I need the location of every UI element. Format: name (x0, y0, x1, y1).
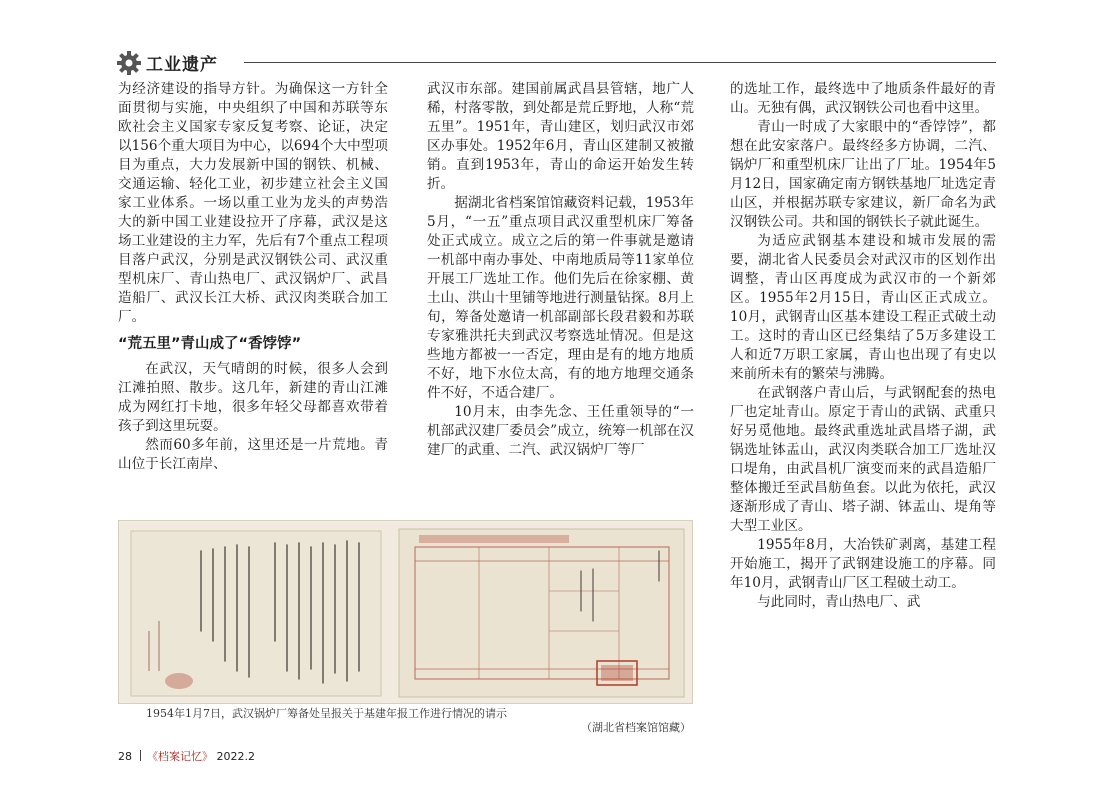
article-column-2 (427, 80, 694, 460)
figure-caption (146, 707, 691, 735)
article-column-1 (118, 80, 388, 474)
archival-document-photo (118, 520, 693, 704)
paragraph: 武汉市东部。建国前属武昌县管辖，地广人稀，村落零散，到处都是荒丘野地，人称“荒五里”。1951年，青山建区，划归武汉市郊区办事处。1952年6月，青山区建制又被撤销。直到1953年，青山的命运开始发生转折。 (427, 81, 694, 192)
page-number: 28 (118, 750, 132, 763)
paragraph: 据湖北省档案馆馆藏资料记载，1953年5月，“一五”重点项目武汉重型机床厂筹备处正式成立。成立之后的第一件事就是邀请一机部中南办事处、中南地质局等11家单位开展工厂选址工作。他们先后在徐家棚、黄土山、洪山十里铺等地进行测量钻探。8月上旬，筹备处邀请一机部副部长段君毅和苏联专家雅洪托夫到武汉考察选址情况。但是这些地方都被一一否定，理由是有的地方地质不好，地下水位太高，有的地方地理交通条件不好，不适合建厂。 (427, 195, 694, 401)
page-footer (118, 748, 255, 764)
journal-issue: 2022.2 (216, 750, 255, 763)
journal-name: 《档案记忆》 (147, 750, 213, 763)
archival-document-illustration (119, 521, 693, 704)
paragraph: 10月末，由李先念、王任重领导的“一机部武汉建厂委员会”成立，统筹一机部在汉建厂的武重、二汽、武汉锅炉厂等厂 (427, 404, 694, 458)
paragraph: 青山一时成了大家眼中的“香饽饽”，都想在此安家落户。最终经多方协调，二汽、锅炉厂和重型机床厂让出了厂址。1954年5月12日，国家确定南方钢铁基地厂址选定青山区，并根据苏联专家建议，新厂命名为武汉钢铁公司。共和国的钢铁长子就此诞生。 (730, 119, 996, 230)
gear-icon (116, 50, 142, 76)
figure-caption-source: （湖北省档案馆馆藏） (581, 721, 691, 734)
paragraph: 在武汉，天气晴朗的时候，很多人会到江滩拍照、散步。这几年，新建的青山江滩成为网红打卡地，很多年轻父母都喜欢带着孩子到这里玩耍。 (118, 361, 388, 434)
paragraph: 与此同时，青山热电厂、武 (757, 594, 921, 610)
section-header (116, 48, 996, 76)
paragraph: 在武钢落户青山后，与武钢配套的热电厂也定址青山。原定于青山的武锅、武重只好另觅他地。最终武重选址武昌塔子湖，武锅选址钵盂山，武汉肉类联合加工厂选址汉口堤角，由武昌机厂演变而来的武昌造船厂整体搬迁至武昌舫鱼套。以此为依托，武汉逐渐形成了青山、塔子湖、钵盂山、堤角等大型工业区。 (730, 385, 996, 534)
paragraph: 然而60多年前，这里还是一片荒地。青山位于长江南岸、 (118, 437, 388, 472)
section-title: 工业遗产 (146, 55, 218, 75)
header-rule (244, 62, 996, 63)
subheading: “荒五里”青山成了“香饽饽” (118, 336, 302, 352)
footer-divider (140, 750, 141, 761)
paragraph: 为适应武钢基本建设和城市发展的需要，湖北省人民委员会对武汉市的区划作出调整，青山区再度成为武汉市的一个新郊区。1955年2月15日，青山区正式成立。10月，武钢青山区基本建设工程正式破土动工。这时的青山区已经集结了5万多建设工人和近7万职工家属，青山也出现了有史以来前所未有的繁荣与沸腾。 (730, 233, 996, 382)
paragraph: 的选址工作，最终选中了地质条件最好的青山。无独有偶，武汉钢铁公司也看中这里。 (730, 81, 996, 116)
paragraph: 1955年8月，大冶铁矿剥离，基建工程开始施工，揭开了武钢建设施工的序幕。同年10月，武钢青山厂区工程破土动工。 (730, 537, 996, 591)
paragraph: 为经济建设的指导方针。为确保这一方针全面贯彻与实施，中央组织了中国和苏联等东欧社会主义国家专家反复考察、论证，决定以156个重大项目为中心，以694个大中型项目为重点，大力发展新中国的钢铁、机械、交通运输、轻化工业，初步建立社会主义国家工业体系。一场以重工业为龙头的声势浩大的新中国工业建设拉开了序幕，武汉是这场工业建设的主力军，先后有7个重点工程项目落户武汉，分别是武汉钢铁公司、武汉重型机床厂、青山热电厂、武汉锅炉厂、武昌造船厂、武汉长江大桥、武汉肉类联合加工厂。 (118, 81, 388, 325)
article-column-3 (730, 80, 996, 612)
figure-caption-main: 1954年1月7日，武汉锅炉厂筹备处呈报关于基建年报工作进行情况的请示 (146, 707, 507, 720)
